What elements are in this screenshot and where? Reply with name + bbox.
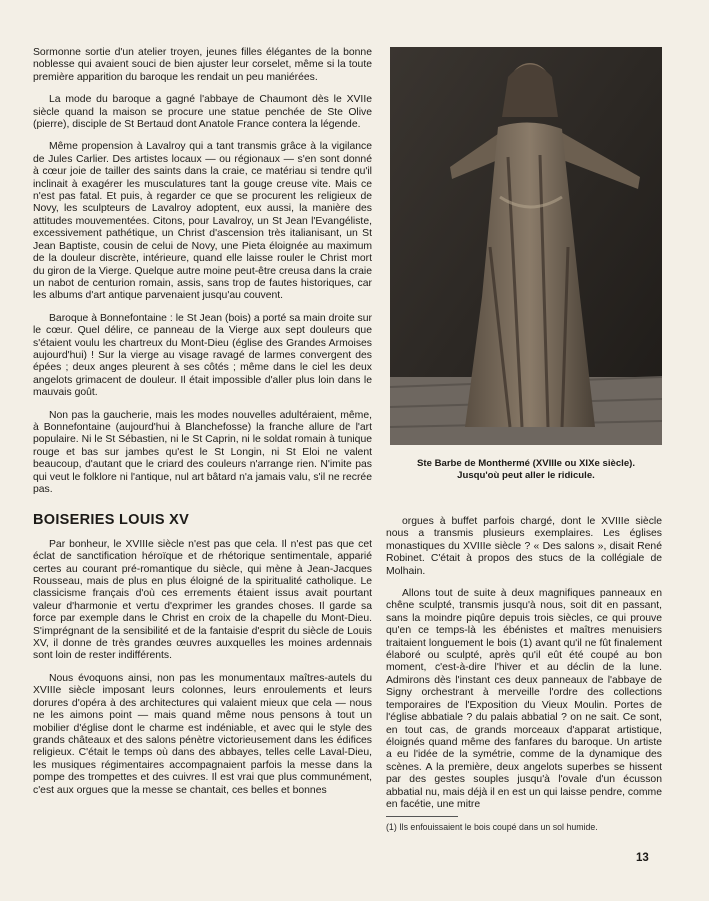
paragraph: orgues à buffet parfois chargé, dont le XVIIIe siècle nous a transmis plusieurs exemplaires. Les églises monastiques du XVIIIe siècle ? « Des salons », disait René Robinet. C'était à propos des stucs de la collégiale de Molhain. [386,516,662,577]
paragraph: La mode du baroque a gagné l'abbaye de Chaumont dès le XVIIe siècle quand la maison se procure une statue penchée de Ste Olive (pierre), disciple de St Bertaud dont Anatole France contera la légende. [33,94,372,131]
statue-photo [390,47,662,445]
paragraph: Même propension à Lavalroy qui a tant transmis grâce à la vigilance de Jules Carlier. Des artistes locaux — ou régionaux — s'en sont donné à cœur joie de tailler des saints dans la craie, ce matériau si tendre qu'il inclinait à exagérer les musculatures tant la gouge creuse vite. Mais ce n'est pas fatal. Et puis, à regarder ce que se procurent les religieux de Novy, les sculpteurs de Lavalroy adoptent, eux aussi, la manière des attitudes mouvementées. Citons, pour Lavalroy, un St Jean l'Evangéliste, excessivement pathétique, un Christ d'ascension très italianisant, un St Jean Baptiste, cousin de celui de Novy, une Pieta éloignée au maximum de la douleur discrète, intérieure, quand elle laisse rouler le Christ mort du giron de la Vierge. Quelque autre moine peut-être creusa dans la craie un nabot de centurion romain, assis, sans trop de fautes historiques, car les albums d'art antique parvenaient jusqu'au couvent. [33,141,372,302]
right-column [386,516,662,821]
caption-line: Ste Barbe de Monthermé (XVIIIe ou XIXe siècle). [416,458,636,469]
paragraph: Par bonheur, le XVIIIe siècle n'est pas que cela. Il n'est pas que cet éclat de sanctification héroïque et de rhétorique sentimentale, apparié certes au courant pré-romantique du siècle, qui mène à Jean-Jacques Rousseau, mais de plus en plus éloigné de la spiritualité catholique. Le classicisme français d'où ces errements étaient issus avait pourtant valeur d'harmonie et vertu d'exprimer les grandes choses. Il garde sa force par exemple dans le Christ en croix de la chapelle du Mont-Dieu. S'imprégnant de la sensibilité et de la fantaisie d'esprit du siècle de Louis XV, il donne de très grandes œuvres auxquelles les moines ardennais sont loin de rester indifférents. [33,538,372,662]
section-heading: BOISERIES LOUIS XV [33,512,190,529]
paragraph: Nous évoquons ainsi, non pas les monumentaux maîtres-autels du XVIIIe siècle imposant leurs colonnes, leurs enroulements et leurs dorures d'opéra à des architectures qui valaient mieux que cela — nous ne les aimons point — mais quand même nous pensons à tout un mobilier d'église dont le charme est indéniable, et avec qui le style des grands châteaux et des salons pénètre victorieusement dans les édifices religieux. C'était le temps où dans des abbayes, telles celle Laval-Dieu, les musiques régimentaires accompagnaient parfois la messe dans la pompe des trompettes et des cuivres. Il est vrai que plus communément, c'est aux orgues que la messe se chantait, ces belles et bonnes [33,672,372,796]
footnote-divider [386,816,458,817]
paragraph: Sormonne sortie d'un atelier troyen, jeunes filles élégantes de la bonne noblesse qui avaient souci de bien ajuster leur corselet, même si la toute première apparition du baroque les rendait un peu maniérées. [33,47,372,83]
paragraph: Baroque à Bonnefontaine : le St Jean (bois) a porté sa main droite sur le cœur. Quel délire, ce panneau de la Vierge aux sept douleurs que s'étaient voulu les chartreux du Mont-Dieu (église des Grandes Armoises aujourd'hui) ! Sur la vierge au visage ravagé de larmes convergent des épées ; deux anges pleurent à ses côtés ; même dans le ciel les deux angelots grimacent de douleur. Il était impossible d'aller plus loin dans le mauvais goût. [33,312,372,399]
statue-image [390,47,662,445]
figure-caption [390,458,662,481]
page-number: 13 [636,852,649,864]
footnote: (1) Ils enfouissaient le bois coupé dans un sol humide. [386,822,598,832]
caption-line: Jusqu'où peut aller le ridicule. [457,469,595,481]
paragraph: Allons tout de suite à deux magnifiques panneaux en chêne sculpté, transmis jusqu'à nous, soit dit en passant, sans la moindre piqûre depuis trois siècles, ce qui prouve qu'en ce temps-là les ébénistes et maîtres menuisiers traitaient longuement le bois (1) avant qu'il ne fût finalement élaboré ou sculpté, après qu'il eût été coupé au bon moment, c'est-à-dire l'hiver et au déclin de la lune. Admirons dès l'instant ces deux panneaux de l'abbaye de Signy orchestrant à merveille l'ordre des collections temporaires de l'Exposition du Vieux Moulin. Portes de l'église abbatiale ? du palais abbatial ? on ne sait. Ce sont, en tout cas, de grands morceaux d'apparat artistique, éloignés quand même des fanfares du baroque. Un artiste a eu l'idée de la symétrie, comme de la dynamique des scènes. A la première, deux angelots superbes se hissent par des gestes souples jusqu'à l'ovale d'un écusson abbatial nu, mais déjà il en est un qui laisse pendre, comme en facétie, une mitre [386,588,662,810]
paragraph: Non pas la gaucherie, mais les modes nouvelles adultéraient, même, à Bonnefontaine (aujourd'hui à Blanchefosse) la franche allure de l'art populaire. Ni le St Sébastien, ni le St Caprin, ni le soldat romain à tunique rouge et bas sur jambes qu'est le St Longin, ni St Eloi ne valent beaucoup, d'autant que le criard des couleurs n'arrange rien. N'imite pas qui veut le folklore ni l'antique, nul art bâtard n'a jamais valu, s'il ne recrée pas. [33,409,372,495]
left-column [33,47,372,807]
